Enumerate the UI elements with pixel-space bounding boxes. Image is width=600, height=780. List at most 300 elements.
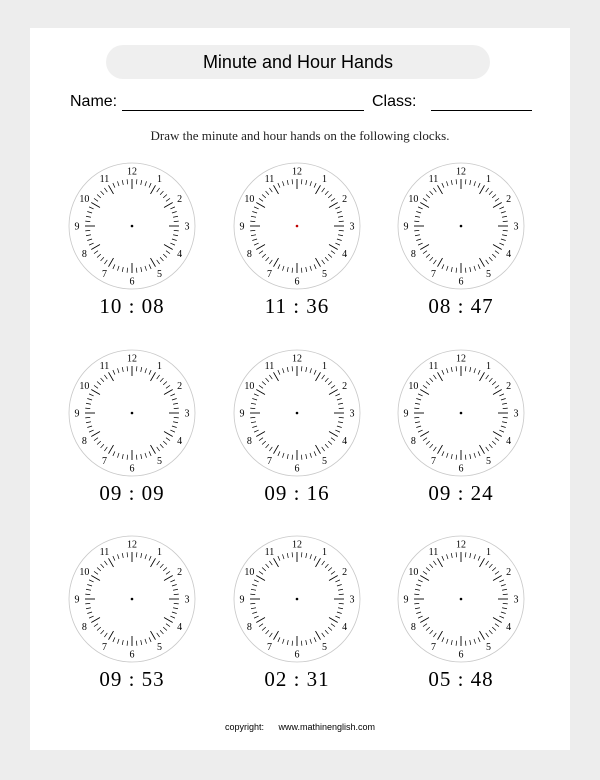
clock-number: 10 bbox=[244, 381, 255, 392]
minute-tick bbox=[489, 630, 492, 634]
minute-tick bbox=[499, 394, 504, 396]
clock-number: 1 bbox=[322, 546, 327, 558]
minute-tick bbox=[489, 191, 492, 195]
minute-tick bbox=[292, 455, 293, 460]
minute-tick bbox=[254, 580, 259, 582]
clock-number: 3 bbox=[349, 408, 355, 420]
hour-tick bbox=[109, 372, 114, 381]
minute-tick bbox=[172, 211, 177, 213]
minute-tick bbox=[331, 438, 335, 441]
minute-tick bbox=[85, 603, 90, 604]
minute-tick bbox=[325, 564, 328, 568]
clock-face[interactable] bbox=[232, 161, 362, 291]
minute-tick bbox=[451, 640, 452, 645]
hour-tick bbox=[151, 372, 156, 381]
copyright-footer bbox=[30, 722, 570, 732]
hour-tick bbox=[151, 185, 156, 194]
minute-tick bbox=[174, 417, 179, 418]
hour-tick bbox=[164, 390, 173, 395]
minute-tick bbox=[136, 366, 137, 371]
minute-tick bbox=[314, 183, 316, 188]
minute-tick bbox=[442, 556, 444, 561]
minute-tick bbox=[157, 633, 160, 637]
hour-tick bbox=[256, 432, 265, 437]
minute-tick bbox=[486, 447, 489, 451]
minute-tick bbox=[478, 637, 480, 642]
minute-tick bbox=[174, 603, 179, 604]
minute-tick bbox=[414, 594, 419, 595]
minute-tick bbox=[113, 264, 115, 269]
clock-number: 8 bbox=[81, 622, 87, 633]
minute-tick bbox=[503, 603, 508, 604]
name-class-row bbox=[70, 91, 540, 115]
clock-number: 1 bbox=[157, 546, 162, 558]
minute-tick bbox=[499, 616, 504, 618]
minute-tick bbox=[414, 230, 419, 231]
minute-tick bbox=[157, 375, 160, 379]
minute-tick bbox=[287, 553, 288, 558]
minute-tick bbox=[259, 624, 263, 627]
clock-time-label: 08 : 47 bbox=[428, 294, 494, 318]
clock-number: 9 bbox=[239, 594, 245, 606]
clock-number: 11 bbox=[99, 360, 110, 372]
minute-tick bbox=[250, 603, 255, 604]
minute-tick bbox=[282, 554, 284, 559]
minute-tick bbox=[306, 640, 307, 645]
clock-face[interactable] bbox=[232, 534, 362, 664]
minute-tick bbox=[89, 243, 94, 245]
minute-tick bbox=[456, 179, 457, 184]
minute-tick bbox=[415, 216, 420, 217]
clock-number: 10 bbox=[244, 194, 255, 205]
clock-number: 4 bbox=[506, 622, 512, 633]
minute-tick bbox=[328, 568, 332, 571]
minute-tick bbox=[163, 568, 167, 571]
minute-tick bbox=[446, 368, 448, 373]
minute-tick bbox=[117, 453, 119, 458]
minute-tick bbox=[478, 183, 480, 188]
clock-number: 8 bbox=[246, 249, 252, 260]
minute-tick bbox=[86, 216, 91, 217]
minute-tick bbox=[337, 426, 342, 428]
minute-tick bbox=[415, 608, 420, 609]
hour-tick bbox=[109, 185, 114, 194]
minute-tick bbox=[292, 641, 293, 646]
minute-tick bbox=[101, 444, 104, 448]
minute-tick bbox=[492, 195, 496, 198]
minute-tick bbox=[495, 198, 499, 201]
clock-item bbox=[62, 534, 202, 706]
clock-number: 11 bbox=[428, 546, 439, 558]
clock-number: 7 bbox=[102, 269, 107, 281]
minute-tick bbox=[170, 394, 175, 396]
minute-tick bbox=[173, 589, 178, 590]
minute-tick bbox=[414, 417, 419, 418]
clock-number: 2 bbox=[342, 194, 348, 205]
clock-center-dot bbox=[296, 412, 299, 415]
minute-tick bbox=[451, 180, 452, 185]
minute-tick bbox=[145, 639, 147, 644]
hour-tick bbox=[493, 576, 502, 581]
minute-tick bbox=[470, 367, 471, 372]
clock-number: 6 bbox=[129, 649, 135, 661]
clock-face[interactable] bbox=[396, 348, 526, 478]
minute-tick bbox=[94, 571, 98, 574]
hour-tick bbox=[480, 372, 485, 381]
clock-number: 11 bbox=[428, 360, 439, 372]
minute-tick bbox=[503, 594, 508, 595]
clock-number: 9 bbox=[74, 221, 80, 233]
worksheet-title: Minute and Hour Hands bbox=[106, 45, 490, 79]
clock-number: 8 bbox=[410, 436, 416, 447]
minute-tick bbox=[262, 254, 266, 257]
minute-tick bbox=[430, 564, 433, 568]
minute-tick bbox=[292, 268, 293, 273]
minute-tick bbox=[314, 264, 316, 269]
minute-tick bbox=[486, 561, 489, 565]
minute-tick bbox=[501, 612, 506, 614]
minute-tick bbox=[127, 268, 128, 273]
minute-tick bbox=[145, 554, 147, 559]
clock-item bbox=[227, 534, 367, 706]
minute-tick bbox=[97, 195, 101, 198]
minute-tick bbox=[86, 422, 91, 423]
clock-face[interactable] bbox=[396, 534, 526, 664]
minute-tick bbox=[451, 367, 452, 372]
hour-tick bbox=[420, 390, 429, 395]
clock-number: 7 bbox=[431, 269, 436, 281]
hour-tick bbox=[91, 618, 100, 623]
minute-tick bbox=[338, 235, 343, 236]
hour-tick bbox=[438, 558, 443, 567]
clock-number: 9 bbox=[403, 408, 409, 420]
minute-tick bbox=[310, 554, 312, 559]
minute-tick bbox=[489, 257, 492, 261]
class-blank-line[interactable] bbox=[431, 110, 532, 111]
minute-tick bbox=[172, 612, 177, 614]
clock-number: 10 bbox=[408, 381, 419, 392]
minute-tick bbox=[127, 641, 128, 646]
minute-tick bbox=[122, 267, 123, 272]
clock-face[interactable] bbox=[67, 534, 197, 664]
clock-time-label: 09 : 24 bbox=[428, 481, 494, 505]
minute-tick bbox=[282, 639, 284, 644]
minute-tick bbox=[331, 571, 335, 574]
clock-number: 12 bbox=[127, 166, 137, 178]
minute-tick bbox=[127, 455, 128, 460]
minute-tick bbox=[157, 260, 160, 264]
minute-tick bbox=[262, 195, 266, 198]
minute-tick bbox=[278, 370, 280, 375]
clock-number: 2 bbox=[342, 567, 348, 578]
hour-tick bbox=[438, 185, 443, 194]
minute-tick bbox=[97, 254, 101, 257]
minute-tick bbox=[278, 637, 280, 642]
clock-item bbox=[62, 161, 202, 333]
minute-tick bbox=[252, 584, 257, 586]
minute-tick bbox=[97, 441, 101, 444]
minute-tick bbox=[266, 630, 269, 634]
minute-tick bbox=[495, 251, 499, 254]
minute-tick bbox=[101, 257, 104, 261]
minute-tick bbox=[502, 589, 507, 590]
minute-tick bbox=[433, 260, 436, 264]
minute-tick bbox=[87, 211, 92, 213]
hour-tick bbox=[493, 618, 502, 623]
minute-tick bbox=[328, 627, 332, 630]
minute-tick bbox=[287, 180, 288, 185]
minute-tick bbox=[301, 552, 302, 557]
hour-tick bbox=[480, 258, 485, 267]
minute-tick bbox=[416, 584, 421, 586]
clock-number: 6 bbox=[458, 463, 464, 475]
minute-tick bbox=[322, 561, 325, 565]
minute-tick bbox=[495, 385, 499, 388]
minute-tick bbox=[501, 211, 506, 213]
clock-center-dot bbox=[460, 412, 463, 415]
minute-tick bbox=[451, 454, 452, 459]
clock-face[interactable] bbox=[396, 161, 526, 291]
clock-face[interactable] bbox=[67, 348, 197, 478]
hour-tick bbox=[164, 245, 173, 250]
minute-tick bbox=[101, 378, 104, 382]
minute-tick bbox=[470, 553, 471, 558]
minute-tick bbox=[160, 378, 163, 382]
minute-tick bbox=[250, 230, 255, 231]
minute-tick bbox=[331, 624, 335, 627]
minute-tick bbox=[470, 180, 471, 185]
minute-tick bbox=[442, 183, 444, 188]
minute-tick bbox=[104, 188, 107, 192]
hour-tick bbox=[274, 185, 279, 194]
clock-center-dot bbox=[131, 598, 134, 601]
clock-number: 4 bbox=[177, 436, 183, 447]
hour-tick bbox=[91, 203, 100, 208]
minute-tick bbox=[141, 640, 142, 645]
minute-tick bbox=[259, 438, 263, 441]
minute-tick bbox=[423, 624, 427, 627]
minute-tick bbox=[314, 556, 316, 561]
minute-tick bbox=[278, 556, 280, 561]
minute-tick bbox=[465, 455, 466, 460]
clock-number: 8 bbox=[81, 436, 87, 447]
minute-tick bbox=[335, 430, 340, 432]
minute-tick bbox=[446, 453, 448, 458]
minute-tick bbox=[141, 454, 142, 459]
clock-number: 9 bbox=[74, 594, 80, 606]
minute-tick bbox=[474, 181, 476, 186]
clock-number: 11 bbox=[99, 173, 110, 185]
clock-number: 3 bbox=[349, 221, 355, 233]
minute-tick bbox=[310, 453, 312, 458]
minute-tick bbox=[446, 554, 448, 559]
clock-number: 5 bbox=[157, 456, 162, 468]
minute-tick bbox=[127, 179, 128, 184]
minute-tick bbox=[254, 207, 259, 209]
minute-tick bbox=[502, 422, 507, 423]
minute-tick bbox=[251, 422, 256, 423]
minute-tick bbox=[251, 235, 256, 236]
minute-tick bbox=[141, 267, 142, 272]
clock-number: 6 bbox=[294, 463, 300, 475]
clock-number: 5 bbox=[486, 456, 491, 468]
clock-number: 8 bbox=[246, 436, 252, 447]
minute-tick bbox=[433, 188, 436, 192]
hour-tick bbox=[274, 258, 279, 267]
clock-number: 7 bbox=[267, 456, 272, 468]
minute-tick bbox=[122, 180, 123, 185]
minute-tick bbox=[322, 375, 325, 379]
minute-tick bbox=[339, 594, 344, 595]
minute-tick bbox=[117, 639, 119, 644]
minute-tick bbox=[306, 553, 307, 558]
minute-tick bbox=[451, 553, 452, 558]
minute-tick bbox=[426, 568, 430, 571]
clock-number: 11 bbox=[264, 546, 275, 558]
hour-tick bbox=[109, 631, 114, 640]
minute-tick bbox=[418, 394, 423, 396]
clock-time-label: 09 : 53 bbox=[99, 667, 165, 691]
minute-tick bbox=[325, 630, 328, 634]
name-blank-line[interactable] bbox=[122, 110, 364, 111]
minute-tick bbox=[122, 454, 123, 459]
minute-tick bbox=[418, 207, 423, 209]
minute-tick bbox=[337, 398, 342, 400]
clock-number: 9 bbox=[403, 221, 409, 233]
hour-tick bbox=[329, 245, 338, 250]
minute-tick bbox=[478, 370, 480, 375]
minute-tick bbox=[113, 637, 115, 642]
worksheet bbox=[30, 28, 570, 750]
clock-face[interactable] bbox=[67, 161, 197, 291]
minute-tick bbox=[442, 451, 444, 456]
minute-tick bbox=[335, 394, 340, 396]
minute-tick bbox=[446, 181, 448, 186]
minute-tick bbox=[170, 207, 175, 209]
clock-time-label: 02 : 31 bbox=[264, 667, 330, 691]
name-label: Name: bbox=[70, 93, 118, 110]
minute-tick bbox=[495, 571, 499, 574]
clock-number: 8 bbox=[410, 622, 416, 633]
clock-number: 7 bbox=[267, 642, 272, 654]
minute-tick bbox=[287, 367, 288, 372]
hour-tick bbox=[420, 576, 429, 581]
hour-tick bbox=[329, 618, 338, 623]
hour-tick bbox=[164, 576, 173, 581]
clock-face[interactable] bbox=[232, 348, 362, 478]
minute-tick bbox=[325, 257, 328, 261]
clock-number: 5 bbox=[157, 642, 162, 654]
hour-tick bbox=[164, 432, 173, 437]
hour-tick bbox=[256, 203, 265, 208]
hour-tick bbox=[329, 390, 338, 395]
minute-tick bbox=[254, 394, 259, 396]
minute-tick bbox=[252, 211, 257, 213]
minute-tick bbox=[292, 366, 293, 371]
minute-tick bbox=[492, 254, 496, 257]
minute-tick bbox=[89, 580, 94, 582]
minute-tick bbox=[337, 584, 342, 586]
minute-tick bbox=[262, 441, 266, 444]
clock-number: 2 bbox=[177, 381, 183, 392]
hour-tick bbox=[329, 576, 338, 581]
minute-tick bbox=[465, 641, 466, 646]
clock-number: 2 bbox=[177, 194, 183, 205]
clock-number: 12 bbox=[456, 166, 466, 178]
minute-tick bbox=[433, 561, 436, 565]
hour-tick bbox=[480, 445, 485, 454]
minute-tick bbox=[456, 641, 457, 646]
minute-tick bbox=[331, 385, 335, 388]
clock-number: 10 bbox=[79, 194, 90, 205]
minute-tick bbox=[486, 188, 489, 192]
clock-number: 2 bbox=[177, 567, 183, 578]
minute-tick bbox=[104, 633, 107, 637]
minute-tick bbox=[172, 584, 177, 586]
clock-number: 12 bbox=[292, 166, 302, 178]
clock-number: 12 bbox=[292, 539, 302, 551]
minute-tick bbox=[470, 640, 471, 645]
minute-tick bbox=[339, 408, 344, 409]
minute-tick bbox=[433, 633, 436, 637]
minute-tick bbox=[86, 403, 91, 404]
minute-tick bbox=[423, 385, 427, 388]
minute-tick bbox=[492, 627, 496, 630]
minute-tick bbox=[414, 408, 419, 409]
minute-tick bbox=[145, 181, 147, 186]
minute-tick bbox=[503, 417, 508, 418]
clock-number: 1 bbox=[157, 173, 162, 185]
minute-tick bbox=[157, 188, 160, 192]
minute-tick bbox=[269, 375, 272, 379]
minute-tick bbox=[328, 441, 332, 444]
minute-tick bbox=[282, 181, 284, 186]
minute-tick bbox=[87, 398, 92, 400]
minute-tick bbox=[104, 561, 107, 565]
minute-tick bbox=[489, 444, 492, 448]
minute-tick bbox=[160, 564, 163, 568]
clock-number: 6 bbox=[129, 276, 135, 288]
hour-tick bbox=[151, 558, 156, 567]
hour-tick bbox=[274, 372, 279, 381]
minute-tick bbox=[259, 251, 263, 254]
clock-number: 10 bbox=[408, 194, 419, 205]
hour-tick bbox=[420, 432, 429, 437]
clock-number: 4 bbox=[506, 249, 512, 260]
minute-tick bbox=[301, 179, 302, 184]
minute-tick bbox=[282, 453, 284, 458]
minute-tick bbox=[160, 257, 163, 261]
minute-tick bbox=[430, 444, 433, 448]
minute-tick bbox=[266, 444, 269, 448]
minute-tick bbox=[489, 564, 492, 568]
minute-tick bbox=[442, 637, 444, 642]
instructions: Draw the minute and hour hands on the following clocks. bbox=[150, 128, 450, 143]
clock-number: 6 bbox=[129, 463, 135, 475]
clock-number: 10 bbox=[244, 567, 255, 578]
clock-number: 4 bbox=[342, 249, 348, 260]
hour-tick bbox=[274, 445, 279, 454]
minute-tick bbox=[113, 451, 115, 456]
minute-tick bbox=[163, 254, 167, 257]
hour-tick bbox=[274, 558, 279, 567]
minute-tick bbox=[85, 408, 90, 409]
minute-tick bbox=[456, 268, 457, 273]
minute-tick bbox=[251, 608, 256, 609]
minute-tick bbox=[172, 239, 177, 241]
clock-number: 3 bbox=[513, 594, 519, 606]
hour-tick bbox=[480, 558, 485, 567]
